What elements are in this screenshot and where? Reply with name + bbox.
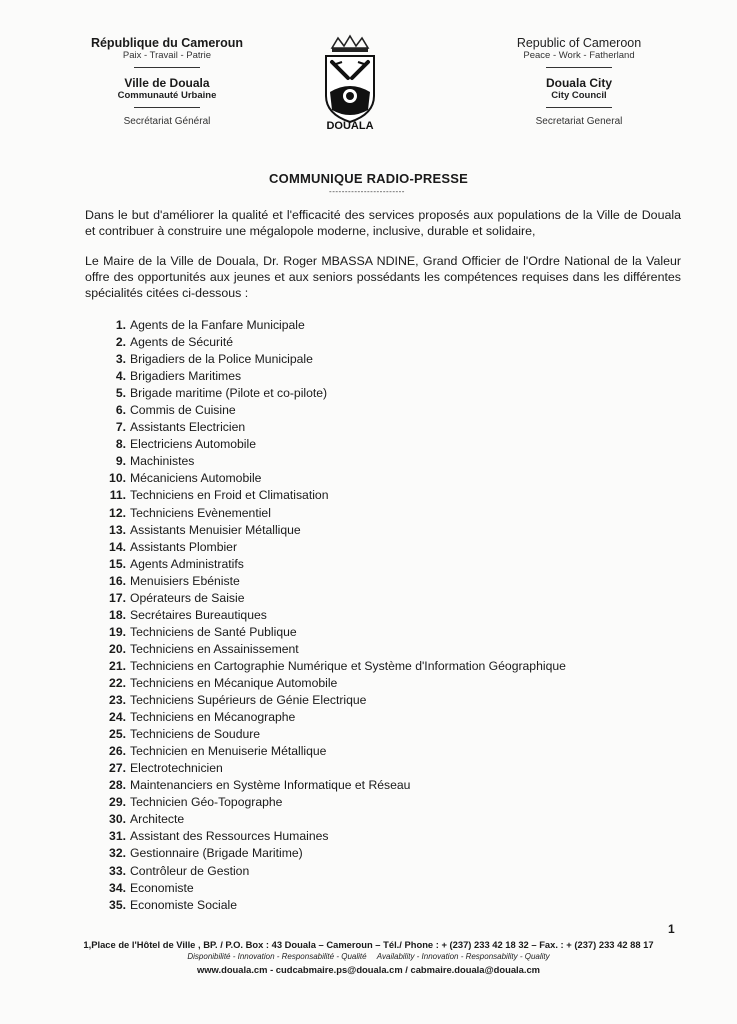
list-item: 15. Agents Administratifs bbox=[109, 556, 244, 571]
list-item: 8. Electriciens Automobile bbox=[115, 437, 256, 452]
list-item: 30. Architecte bbox=[109, 812, 185, 827]
country-name-fr: République du Cameroun bbox=[90, 36, 244, 50]
values-fr: Disponibilité - Innovation - Responsabilité - Qualité bbox=[187, 952, 367, 961]
list-item: 19. Techniciens de Santé Publique bbox=[109, 624, 297, 639]
list-item: 14. Assistants Plombier bbox=[109, 539, 238, 554]
list-item: 21. Techniciens en Cartographie Numérique et Système d'Information Géographique bbox=[109, 658, 566, 673]
list-item: 22. Techniciens en Mécanique Automobile bbox=[109, 675, 338, 690]
list-item: 27. Electrotechnicien bbox=[109, 761, 223, 776]
list-item: 31. Assistant des Ressources Humaines bbox=[109, 829, 329, 844]
list-item: 13. Assistants Menuisier Métallique bbox=[109, 522, 301, 537]
list-item: 35. Economiste Sociale bbox=[109, 897, 238, 912]
list-item: 24. Techniciens en Mécanographe bbox=[109, 710, 296, 725]
council-name-fr: Communauté Urbaine bbox=[117, 90, 217, 101]
list-item: 6. Commis de Cuisine bbox=[115, 403, 236, 418]
list-item: 23. Techniciens Supérieurs de Génie Electrique bbox=[109, 693, 367, 708]
motto-fr: Paix - Travail - Patrie bbox=[122, 50, 212, 61]
list-item: 11. Techniciens en Froid et Climatisation bbox=[109, 488, 329, 503]
document-title: COMMUNIQUE RADIO-PRESSE bbox=[269, 171, 468, 186]
country-name-en: Republic of Cameroon bbox=[516, 36, 642, 50]
page-number: 1 bbox=[668, 922, 675, 936]
list-item: 29. Technicien Géo-Topographe bbox=[109, 795, 283, 810]
list-item: 28. Maintenanciers en Système Informatique et Réseau bbox=[109, 778, 411, 793]
divider bbox=[134, 67, 200, 68]
divider bbox=[546, 107, 612, 108]
list-item: 10. Mécaniciens Automobile bbox=[109, 471, 262, 486]
divider bbox=[546, 67, 612, 68]
motto-en: Peace - Work - Fatherland bbox=[523, 50, 635, 61]
list-item: 3. Brigadiers de la Police Municipale bbox=[115, 352, 313, 367]
list-item: 2. Agents de Sécurité bbox=[115, 335, 233, 350]
list-item: 33. Contrôleur de Gestion bbox=[109, 863, 250, 878]
list-item: 18. Secrétaires Bureautiques bbox=[109, 607, 267, 622]
values-en: Availability - Innovation - Responsability - Quality bbox=[376, 952, 550, 961]
logo-text: DOUALA bbox=[326, 120, 374, 132]
header-right bbox=[474, 36, 684, 128]
footer-address: 1,Place de l'Hôtel de Ville , BP. / P.O. Box : 43 Douala – Cameroun – Tél./ Phone : + (237) 233 42 18 32 – Fax. : + (237) 233 42 88 17 bbox=[83, 939, 654, 950]
city-name-en: Douala City bbox=[545, 76, 612, 90]
list-item: 4. Brigadiers Maritimes bbox=[115, 369, 242, 384]
title-separator: ------------------------ bbox=[329, 187, 405, 196]
list-item: 17. Opérateurs de Saisie bbox=[109, 590, 245, 605]
list-item: 34. Economiste bbox=[109, 880, 194, 895]
council-name-en: City Council bbox=[551, 90, 607, 101]
list-item: 32. Gestionnaire (Brigade Maritime) bbox=[109, 846, 303, 861]
header-left bbox=[62, 36, 272, 128]
list-item: 7. Assistants Electricien bbox=[115, 420, 246, 435]
city-name-fr: Ville de Douala bbox=[124, 76, 210, 90]
intro-paragraph: Dans le but d'améliorer la qualité et l'efficacité des services proposés aux populations de la Ville de Douala et contribuer à construire une mégalopole moderne, inclusive, durable et solidaire, bbox=[85, 208, 681, 238]
list-item: 25. Techniciens de Soudure bbox=[109, 727, 261, 742]
list-item: 20. Techniciens en Assainissement bbox=[109, 641, 299, 656]
office-name-en: Secretariat General bbox=[535, 116, 623, 127]
list-item: 5. Brigade maritime (Pilote et co-pilote) bbox=[115, 386, 328, 401]
list-item: 26. Technicien en Menuiserie Métallique bbox=[109, 744, 327, 759]
announcement-paragraph: Le Maire de la Ville de Douala, Dr. Roger MBASSA NDINE, Grand Officier de l'Ordre National de la Valeur offre des opportunités aux jeunes et aux seniors possédants les compétences requises dans les différentes spécialités citées ci-dessous : bbox=[85, 254, 681, 300]
footer bbox=[0, 939, 737, 976]
list-item: 16. Menuisiers Ebéniste bbox=[109, 573, 240, 588]
list-item: 12. Techniciens Evènementiel bbox=[109, 505, 271, 520]
specialties-list bbox=[104, 317, 566, 914]
list-item: 9. Machinistes bbox=[115, 454, 195, 469]
divider bbox=[134, 107, 200, 108]
footer-values bbox=[0, 951, 737, 963]
footer-contacts: www.douala.cm - cudcabmaire.ps@douala.cm / cabmaire.douala@douala.cm bbox=[196, 964, 541, 975]
list-item: 1. Agents de la Fanfare Municipale bbox=[115, 318, 305, 332]
office-name-fr: Secrétariat Général bbox=[123, 116, 211, 127]
douala-coat-of-arms-icon bbox=[318, 34, 382, 134]
